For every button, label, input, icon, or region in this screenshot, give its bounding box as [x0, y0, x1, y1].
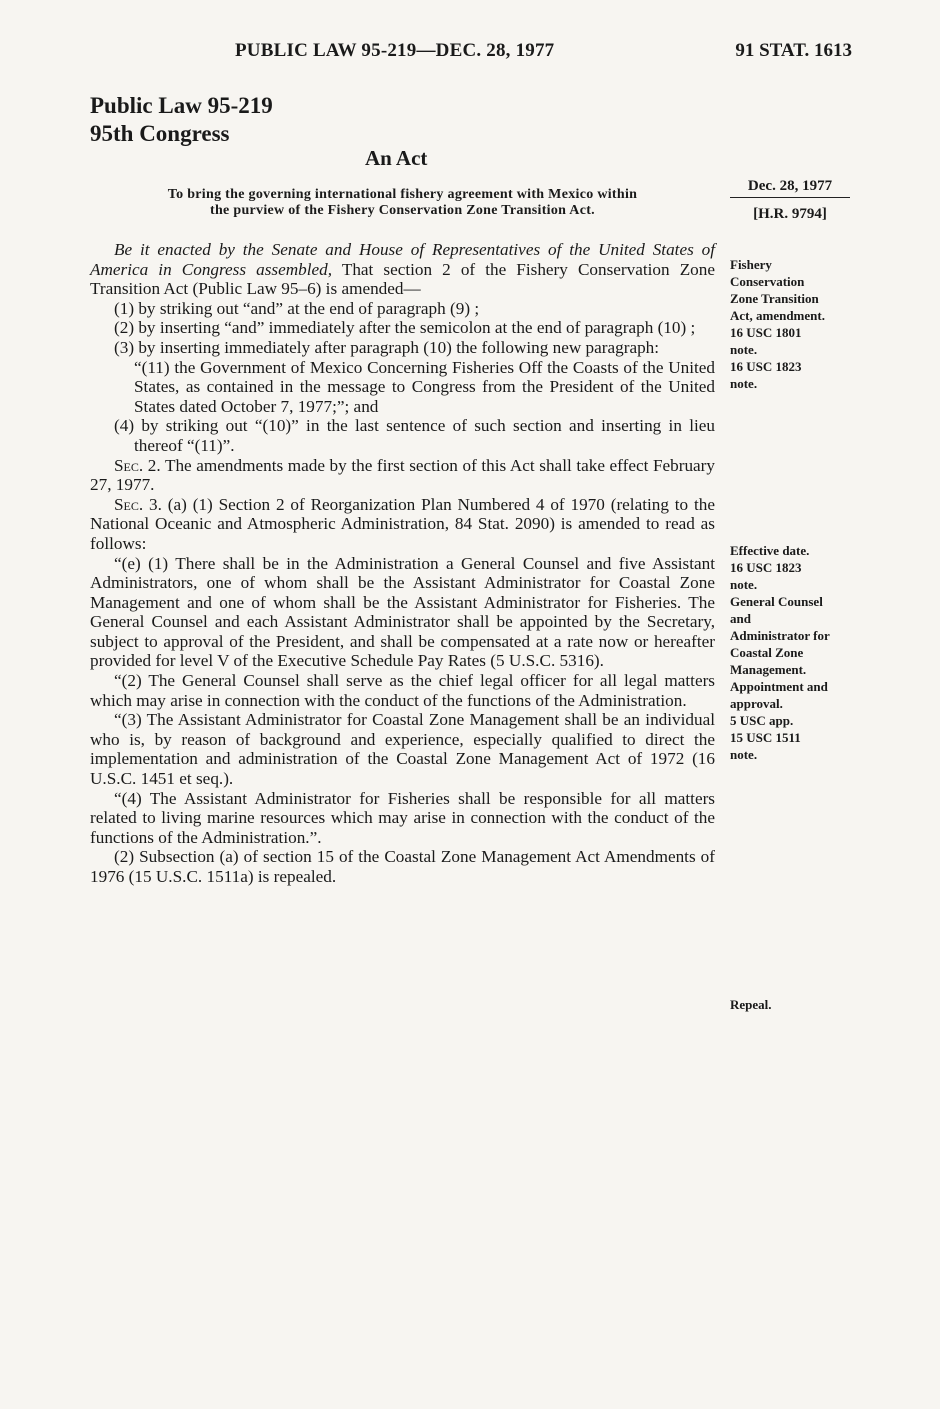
- enactment-date-block: [728, 178, 852, 223]
- margin-note-repeal: [730, 996, 860, 1013]
- section-2: [90, 456, 715, 495]
- margin-line: Act, amendment.: [730, 308, 825, 323]
- section-3-a-2: (2) Subsection (a) of section 15 of the Coastal Zone Management Act Amendments of 1976 (15 U.S.C. 1511a) is repealed.: [90, 847, 715, 886]
- statute-page-number: 91 STAT. 1613: [735, 40, 852, 61]
- enactment-date: Dec. 28, 1977: [730, 178, 850, 198]
- subsection-e-1: “(e) (1) There shall be in the Administration a General Counsel and five Assistant Administrators, one of whom shall be the Assistant Administrator for Coastal Zone Management and one of whom shall be the Assistant Administrator for Fisheries. The General Counsel and each Assistant Administrator shall be appointed by the Secretary, subject to approval of the President, and shall be compensated at a rate now or hereafter provided for level V of the Executive Schedule Pay Rates (5 U.S.C. 5316).: [90, 553, 715, 671]
- margin-line: 16 USC 1823: [730, 359, 802, 374]
- margin-line: 16 USC 1801: [730, 325, 802, 340]
- margin-line: General Counsel: [730, 594, 823, 609]
- amendment-item-4: (4) by striking out “(10)” in the last sentence of such section and inserting in lieu thereof “(11)”.: [114, 416, 715, 455]
- margin-line: Zone Transition: [730, 291, 819, 306]
- subsection-e-2: “(2) The General Counsel shall serve as the chief legal officer for all legal matters which may arise in connection with the conduct of the functions of the Administration.: [90, 671, 715, 710]
- section-2-label: Sec. 2.: [114, 455, 161, 475]
- margin-line: Conservation: [730, 274, 805, 289]
- act-body: [90, 240, 715, 887]
- margin-line: approval.: [730, 696, 783, 711]
- margin-note-effective-date: [730, 542, 860, 763]
- margin-line: 5 USC app.: [730, 713, 794, 728]
- margin-line: 15 USC 1511: [730, 730, 801, 745]
- act-purpose: [90, 187, 715, 219]
- section-3-text: (a) (1) Section 2 of Reorganization Plan Numbered 4 of 1970 (relating to the National Oceanic and Atmospheric Administration, 84 Stat. 2090) is amended to read as follows:: [90, 494, 715, 553]
- amendment-item-1: (1) by striking out “and” at the end of paragraph (9) ;: [114, 298, 480, 318]
- bill-number: [H.R. 9794]: [753, 206, 827, 222]
- margin-line: note.: [730, 376, 758, 391]
- running-head: PUBLIC LAW 95-219—DEC. 28, 1977: [235, 40, 555, 61]
- margin-line: Effective date.: [730, 543, 810, 558]
- margin-line: Repeal.: [730, 997, 772, 1012]
- quoted-paragraph-11: “(11) the Government of Mexico Concerning Fisheries Off the Coasts of the United States, as contained in the message to Congress from the President of the United States dated October 7, 1977;”; and: [134, 357, 715, 416]
- section-3: [90, 495, 715, 554]
- amendment-item-3: (3) by inserting immediately after paragraph (10) the following new paragraph:: [114, 337, 660, 357]
- enacting-clause: [90, 240, 715, 299]
- section-3-label: Sec. 3.: [114, 494, 162, 514]
- enacting-formula: Be it enacted by the Senate and House of Representatives of the United States of America in Congress assembled,: [90, 240, 715, 279]
- margin-line: Administrator for: [730, 628, 830, 643]
- purpose-line-1: To bring the governing international fishery agreement with Mexico within: [167, 187, 638, 202]
- margin-line: Management.: [730, 662, 807, 677]
- margin-line: Coastal Zone: [730, 645, 804, 660]
- margin-note-amendment: [730, 256, 860, 392]
- purpose-line-2: the purview of the Fishery Conservation Zone Transition Act.: [210, 203, 595, 218]
- margin-line: note.: [730, 577, 758, 592]
- public-law-number: Public Law 95-219: [90, 93, 273, 118]
- amendment-item-2: (2) by inserting “and” immediately after the semicolon at the end of paragraph (10) ;: [114, 318, 696, 338]
- margin-line: Fishery: [730, 257, 772, 272]
- margin-line: note.: [730, 342, 758, 357]
- section-2-text: The amendments made by the first section of this Act shall take effect February 27, 1977.: [90, 455, 715, 495]
- enacting-text: That section 2 of the Fishery Conservation Zone Transition Act (Public Law 95–6) is amended—: [90, 259, 716, 299]
- margin-line: note.: [730, 747, 758, 762]
- margin-line: and: [730, 611, 751, 626]
- subsection-e-4: “(4) The Assistant Administrator for Fisheries shall be responsible for all matters related to living marine resources which may arise in connection with the conduct of the functions of the Administration.”.: [90, 788, 715, 847]
- margin-line: Appointment and: [730, 679, 828, 694]
- margin-line: 16 USC 1823: [730, 560, 802, 575]
- law-title-block: [90, 92, 273, 148]
- act-heading: An Act: [365, 146, 428, 170]
- subsection-e-3: “(3) The Assistant Administrator for Coastal Zone Management shall be an individual who is, by reason of background and experience, especially qualified to direct the implementation and administration of the Coastal Zone Management Act of 1972 (16 U.S.C. 1451 et seq.).: [90, 710, 715, 789]
- congress-number: 95th Congress: [90, 121, 230, 146]
